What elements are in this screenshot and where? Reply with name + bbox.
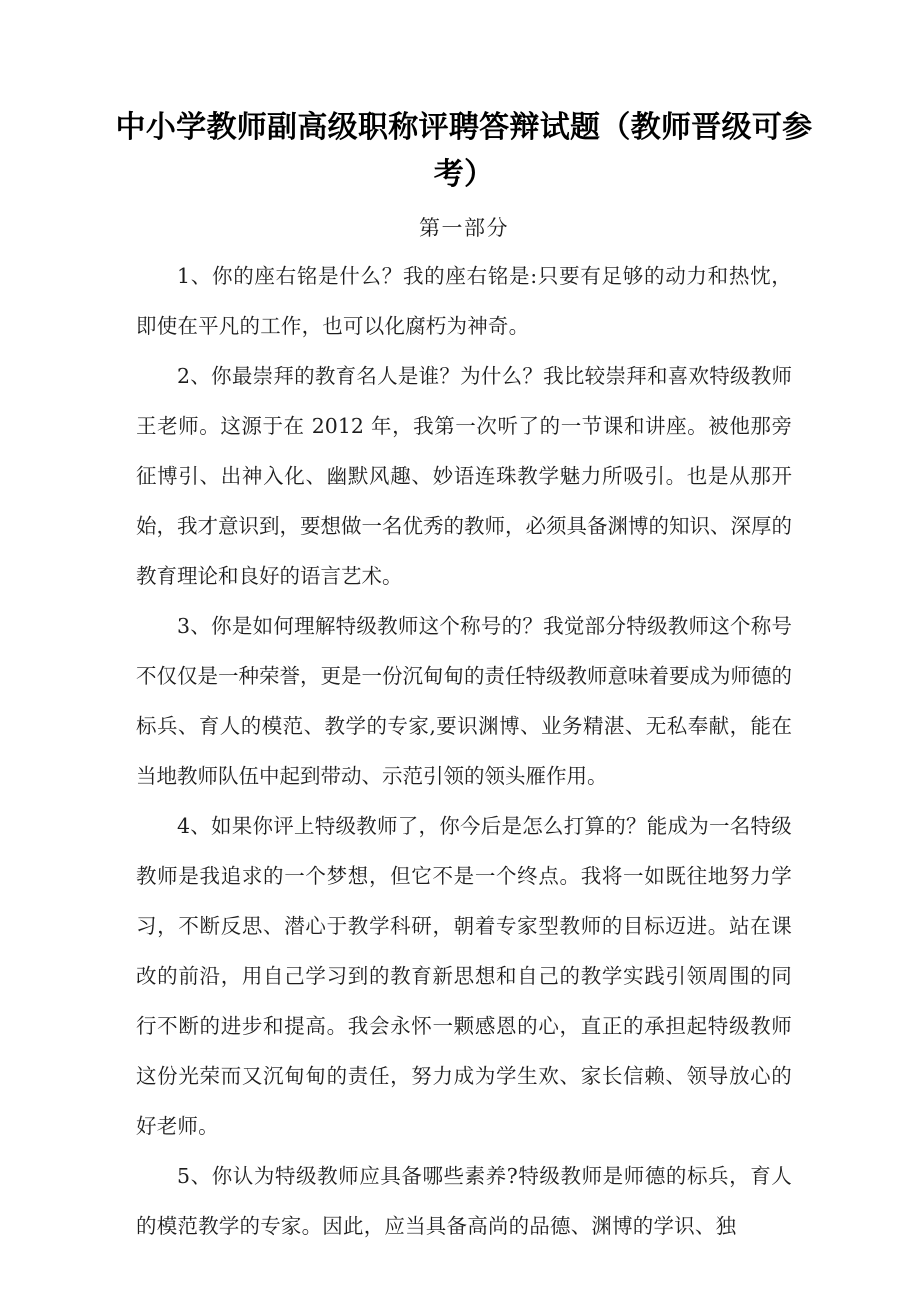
paragraph-4: 4、如果你评上特级教师了，你今后是怎么打算的？能成为一名特级教师是我追求的一个梦想，但它不是一个终点。我将一如既往地努力学习，不断反思、潜心于教学科研，朝着专家型教师的目标迈进。站在课改的前沿，用自己学习到的教育新思想和自己的教学实践引领周围的同行不断的进步和提高。我会永怀一颗感恩的心，直正的承担起特级教师这份光荣而又沉甸甸的责任，努力成为学生欢、家长信赖、领导放心的好老师。	[136, 814, 792, 1138]
paragraph-3: 3、你是如何理解特级教师这个称号的？我觉部分特级教师这个称号不仅仅是一种荣誉，更是一份沉甸甸的责任特级教师意味着要成为师德的标兵、育人的模范、教学的专家,要识渊博、业务精湛、无私奉献，能在当地教师队伍中起到带动、示范引领的领头雁作用。	[136, 614, 792, 788]
body-text	[136, 251, 792, 1251]
paragraph-2: 2、你最崇拜的教育名人是谁？为什么？我比较崇拜和喜欢特级教师王老师。这源于在 2012 年，我第一次听了的一节课和讲座。被他那旁征博引、出神入化、幽默风趣、妙语连珠教学魅力所吸引。也是从那开始，我才意识到，要想做一名优秀的教师，必须具备渊博的知识、深厚的教育理论和良好的语言艺术。	[136, 364, 792, 588]
paragraph-5: 5、你认为特级教师应具备哪些素养?特级教师是师德的标兵，育人的模范教学的专家。因此，应当具备高尚的品德、渊博的学识、独	[136, 1164, 792, 1238]
section-heading: 第一部分	[419, 216, 509, 240]
page-title: 中小学教师副高级职称评聘答辩试题（教师晋级可参考）	[115, 110, 813, 192]
paragraph-1: 1、你的座右铭是什么？我的座右铭是:只要有足够的动力和热忱，即使在平凡的工作，也可以化腐朽为神奇。	[136, 264, 792, 338]
